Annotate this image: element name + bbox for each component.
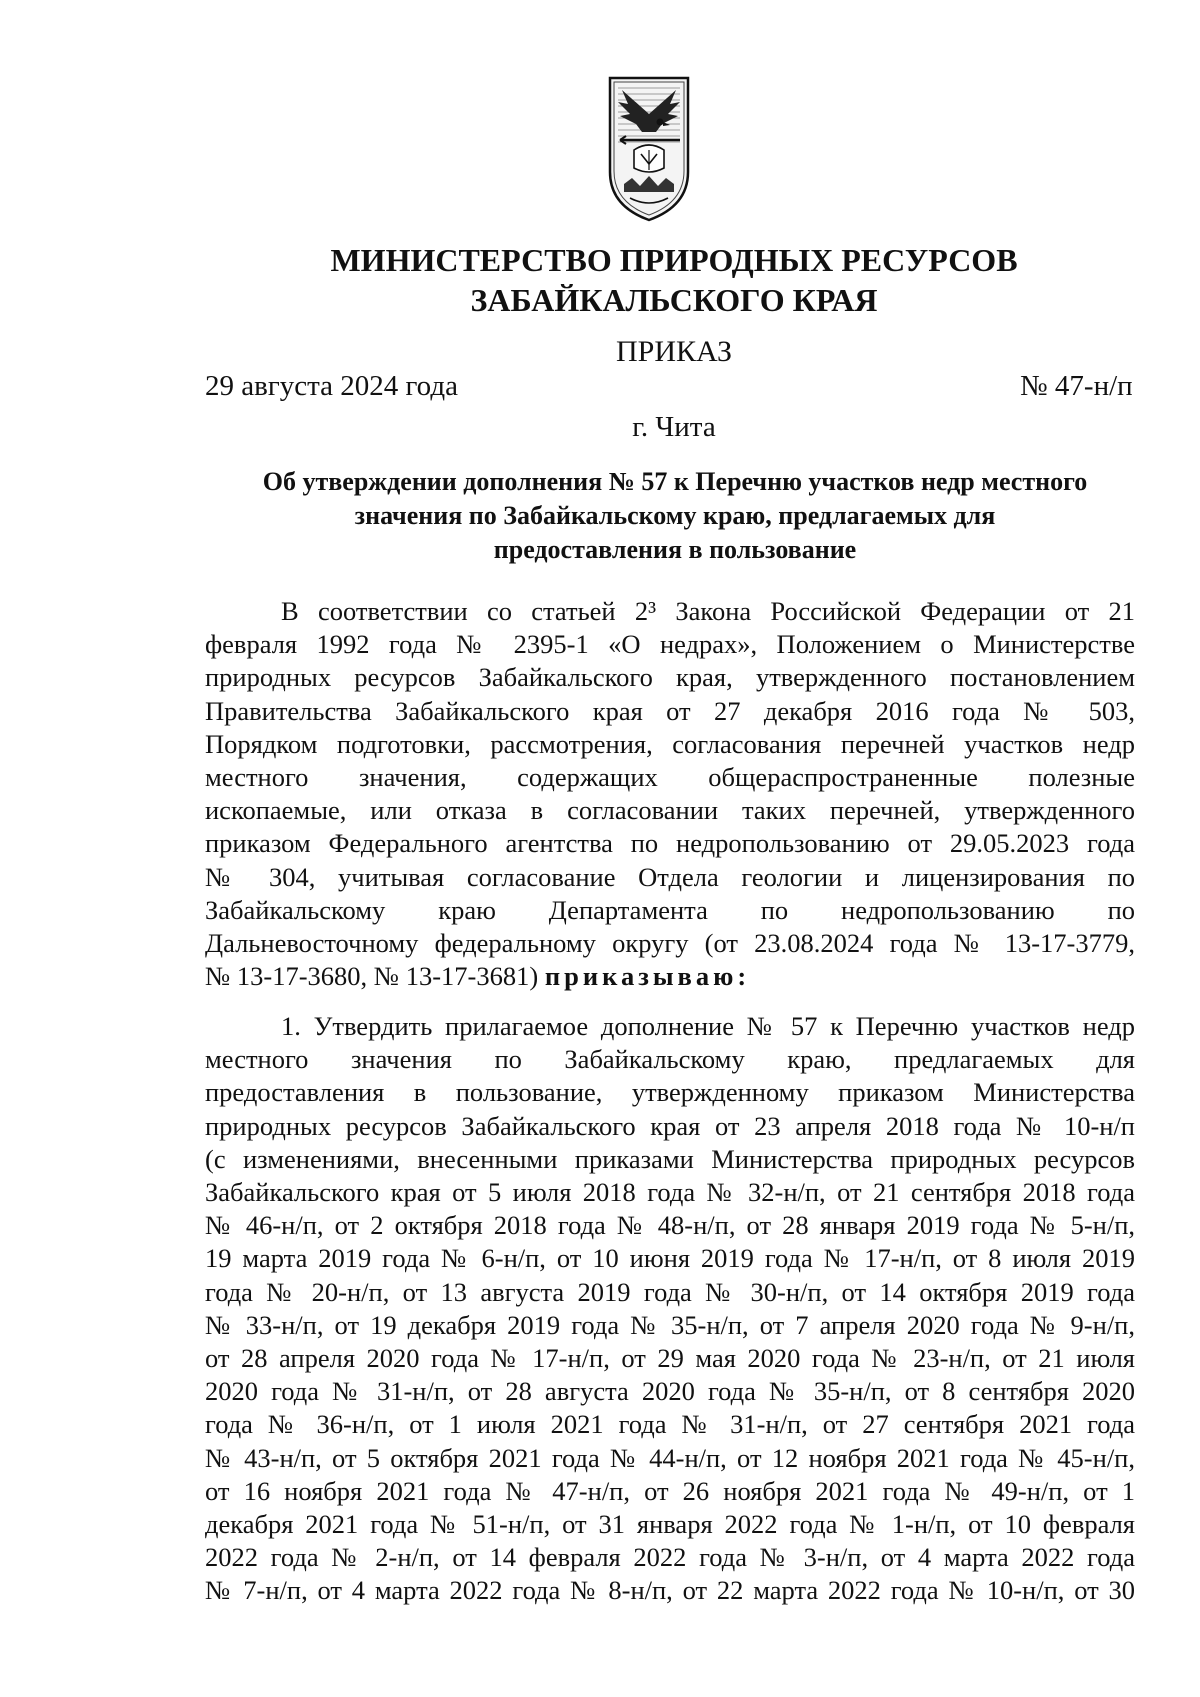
text-line: природных ресурсов Забайкальского края, утвержденного постановлением xyxy=(205,662,1135,693)
text-line: 1. Утвердить прилагаемое дополнение № 57 к Перечню участков недр xyxy=(281,1011,1135,1041)
text-line: местного значения по Забайкальскому краю, предлагаемых для xyxy=(205,1044,1135,1075)
document-number: № 47-н/п xyxy=(1020,370,1133,402)
text-line: В соответствии со статьей 2³ Закона Российской Федерации от 21 xyxy=(281,596,1135,626)
text-line: 2020 года № 31-н/п, от 28 августа 2020 года № 35-н/п, от 8 сентября 2020 xyxy=(205,1376,1135,1407)
organization-name-line-2: ЗАБАЙКАЛЬСКОГО КРАЯ xyxy=(470,282,878,318)
document-title xyxy=(205,465,1145,567)
title-line-2: значения по Забайкальскому краю, предлагаемых для xyxy=(354,501,996,530)
text-line: 2022 года № 2-н/п, от 14 февраля 2022 года № 3-н/п, от 4 марта 2022 года xyxy=(205,1542,1135,1573)
text-line: февраля 1992 года № 2395-1 «О недрах», Положением о Министерстве xyxy=(205,629,1135,660)
document-type: ПРИКАЗ xyxy=(616,335,732,368)
organization-name xyxy=(0,240,1200,320)
document-date: 29 августа 2024 года xyxy=(205,370,458,402)
text-line: (с изменениями, внесенными приказами Министерства природных ресурсов xyxy=(205,1143,1135,1174)
text-line: Дальневосточному федеральному округу (от 23.08.2024 года № 13-17-3779, xyxy=(205,928,1135,959)
text-line: Правительства Забайкальского края от 27 декабря 2016 года № 503, xyxy=(205,695,1135,726)
text-line: декабря 2021 года № 51-н/п, от 31 января 2022 года № 1-н/п, от 10 февраля xyxy=(205,1509,1135,1540)
text-line: № 33-н/п, от 19 декабря 2019 года № 35-н/п, от 7 апреля 2020 года № 9-н/п, xyxy=(205,1309,1135,1340)
text-line: ископаемые, или отказа в согласовании таких перечней, утвержденного xyxy=(205,795,1135,826)
text-fragment: № 13-17-3680, № 13-17-3681) xyxy=(205,961,539,992)
title-line-3: предоставления в пользование xyxy=(493,535,857,564)
order-keyword: приказываю: xyxy=(544,961,751,992)
text-line: приказом Федерального агентства по недропользованию от 29.05.2023 года xyxy=(205,828,1135,859)
text-line xyxy=(205,960,1135,993)
text-line: предоставления в пользование, утвержденному приказом Министерства xyxy=(205,1077,1135,1108)
document-city: г. Чита xyxy=(632,411,716,443)
text-line: № 7-н/п, от 4 марта 2022 года № 8-н/п, от 22 марта 2022 года № 10-н/п, от 30 xyxy=(205,1575,1135,1606)
text-line: года № 20-н/п, от 13 августа 2019 года № 30-н/п, от 14 октября 2019 года xyxy=(205,1276,1135,1307)
text-line: № 46-н/п, от 2 октября 2018 года № 48-н/п, от 28 января 2019 года № 5-н/п, xyxy=(205,1210,1135,1241)
text-line: от 16 ноября 2021 года № 47-н/п, от 26 ноября 2021 года № 49-н/п, от 1 xyxy=(205,1475,1135,1506)
coat-of-arms-icon xyxy=(608,74,690,224)
text-line: № 304, учитывая согласование Отдела геологии и лицензирования по xyxy=(205,861,1135,892)
organization-name-line-1: МИНИСТЕРСТВО ПРИРОДНЫХ РЕСУРСОВ xyxy=(330,242,1018,278)
title-line-1: Об утверждении дополнения № 57 к Перечню участков недр местного xyxy=(262,467,1088,496)
order-clause-1 xyxy=(205,1010,1135,1608)
text-line: от 28 апреля 2020 года № 17-н/п, от 29 мая 2020 года № 23-н/п, от 21 июля xyxy=(205,1343,1135,1374)
text-line: Забайкальского края от 5 июля 2018 года № 32-н/п, от 21 сентября 2018 года xyxy=(205,1177,1135,1208)
text-line: местного значения, содержащих общераспространенные полезные xyxy=(205,762,1135,793)
text-line: Забайкальскому краю Департамента по недропользованию по xyxy=(205,894,1135,925)
text-line: природных ресурсов Забайкальского края от 23 апреля 2018 года № 10-н/п xyxy=(205,1110,1135,1141)
text-line: года № 36-н/п, от 1 июля 2021 года № 31-н/п, от 27 сентября 2021 года xyxy=(205,1409,1135,1440)
text-line: № 43-н/п, от 5 октября 2021 года № 44-н/п, от 12 ноября 2021 года № 45-н/п, xyxy=(205,1442,1135,1473)
text-line: Порядком подготовки, рассмотрения, согласования перечней участков недр xyxy=(205,728,1135,759)
preamble-paragraph xyxy=(205,595,1135,993)
text-line: 19 марта 2019 года № 6-н/п, от 10 июня 2019 года № 17-н/п, от 8 июля 2019 xyxy=(205,1243,1135,1274)
